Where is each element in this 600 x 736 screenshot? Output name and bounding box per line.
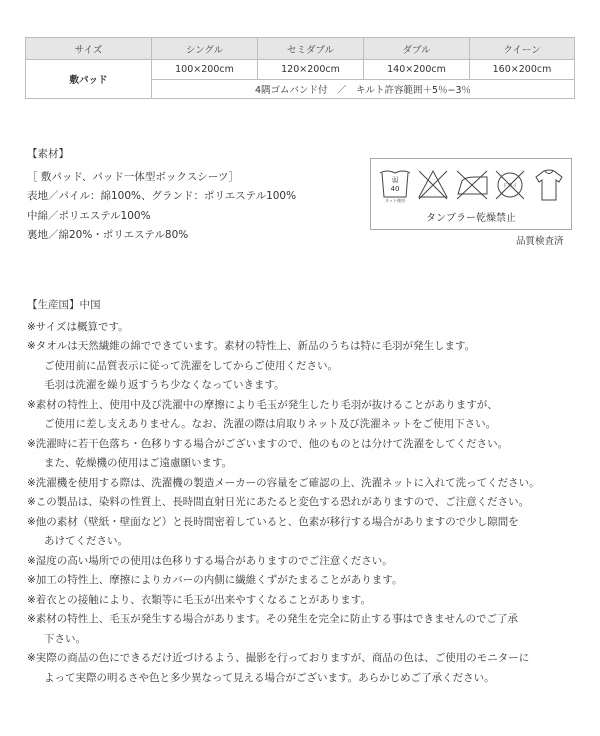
- size-table: [25, 37, 575, 99]
- note-line: また、乾燥機の使用はご遠慮願います。: [44, 457, 233, 469]
- note-line: ※湿度の高い場所での使用は色移りする場合がありますのでご注意ください。: [27, 554, 393, 567]
- note-line: ※実際の商品の色にできるだけ近づけるよう、撮影を行っておりますが、商品の色は、ご使用のモニターに: [27, 652, 530, 664]
- quality-inspected-label: 品質検査済: [516, 236, 564, 247]
- material-section: [27, 145, 296, 246]
- size-table-row: [26, 60, 575, 80]
- care-icons: [379, 167, 563, 203]
- note-line: あけてください。: [44, 535, 128, 547]
- dry-label: ドライ: [502, 183, 518, 189]
- origin-notes-section: [27, 296, 587, 688]
- note-line: ※タオルは天然繊維の綿でできています。素材の特性上、新品のうちは特に毛羽が発生します。: [27, 340, 476, 352]
- note-line: ご使用に差し支えありません。なお、洗濯の際は肩取りネット及び洗濯ネットをご使用下さい。: [44, 418, 497, 430]
- note-line: ※素材の特性上、使用中及び洗濯中の摩擦により毛玉が発生したり毛羽が抜けることがありますが、: [27, 398, 498, 411]
- wash-kanji: 弱: [391, 176, 399, 184]
- size-value-semi-double: 120×200cm: [258, 60, 364, 80]
- size-header-queen: クイーン: [470, 38, 575, 60]
- wash-net: ネット使用: [385, 198, 405, 203]
- size-table-header-row: [26, 38, 575, 60]
- no-iron-icon: [457, 171, 487, 199]
- tumble-dry-prohibited-label: タンブラー乾燥禁止: [426, 213, 516, 224]
- material-line: 表地／パイル：綿100%、グランド：ポリエステル100%: [27, 190, 297, 202]
- note-line: 下さい。: [44, 632, 86, 645]
- size-header-semi-double: セミダブル: [258, 38, 364, 60]
- wash-40-net-icon: [380, 171, 410, 203]
- care-label-box: [370, 158, 572, 230]
- note-line: ※他の素材（壁紙・壁面など）と長時間密着していると、色素が移行する場合がありますので少し隙間を: [27, 515, 519, 528]
- origin-heading: 【生産国】中国: [27, 299, 101, 311]
- size-header-label: サイズ: [26, 38, 152, 60]
- material-line: 裏地／綿20%・ポリエステル80%: [27, 229, 189, 241]
- wash-temp: 40: [390, 185, 400, 193]
- size-value-single: 100×200cm: [152, 60, 258, 80]
- note-line: ※洗濯時に若干色落ち・色移りする場合がございますので、他のものとは分けて洗濯をしてください。: [27, 437, 509, 450]
- note-line: ※素材の特性上、毛玉が発生する場合があります。その発生を完全に防止する事はできませんのでご了承: [27, 613, 518, 625]
- no-chlorine-bleach-icon: [419, 171, 447, 199]
- note-line: 毛羽は洗濯を繰り返すうち少なくなっていきます。: [44, 379, 285, 391]
- notes-list: [27, 318, 587, 689]
- note-line: ※洗濯機を使用する際は、洗濯機の製造メーカーの容量をご確認の上、洗濯ネットに入れて洗ってください。: [27, 476, 540, 489]
- size-header-double: ダブル: [364, 38, 470, 60]
- hang-dry-icon: [536, 170, 562, 200]
- note-line: ※着衣との接触により、衣類等に毛玉が出来やすくなることがあります。: [27, 593, 371, 606]
- material-line: 中綿／ポリエステル100%: [27, 209, 151, 222]
- no-dry-clean-icon: [496, 171, 524, 199]
- size-note: 4隅ゴムバンド付 ／ キルト許容範囲＋5％−3％: [152, 80, 575, 99]
- note-line: ご使用前に品質表示に従って洗濯をしてからご使用ください。: [44, 359, 338, 372]
- note-line: よって実際の明るさや色と多少異なって見える場合がございます。あらかじめご了承ください。: [44, 671, 495, 684]
- note-line: ※サイズは概算です。: [27, 320, 129, 333]
- note-line: ※加工の特性上、摩擦によりカバーの内側に繊維くずがたまることがあります。: [27, 574, 403, 586]
- size-header-single: シングル: [152, 38, 258, 60]
- size-row-label: 敷パッド: [26, 60, 152, 99]
- size-value-double: 140×200cm: [364, 60, 470, 80]
- size-value-queen: 160×200cm: [470, 60, 575, 80]
- note-line: ※この製品は、染料の性質上、長時間直射日光にあたると変色する恐れがありますので、ご注意ください。: [27, 496, 530, 508]
- material-heading: 【素材】: [27, 148, 69, 160]
- material-line: ［ 敷パッド、パッド一体型ボックスシーツ］: [27, 170, 239, 183]
